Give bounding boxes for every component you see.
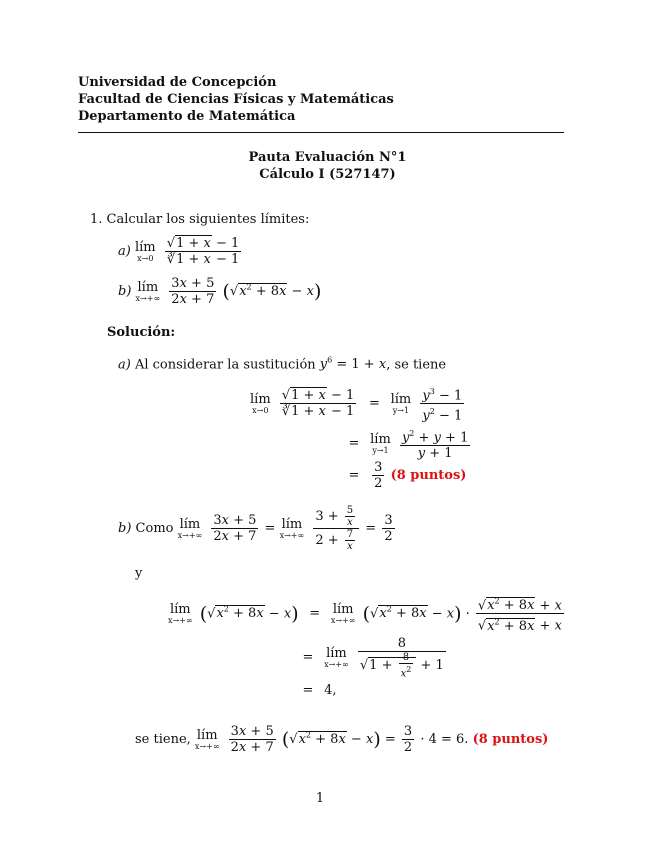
- substitution-text-end: , se tiene: [386, 357, 447, 373]
- label-a: a): [118, 357, 131, 373]
- substitution-text: Al considerar la sustitución: [134, 357, 316, 373]
- faculty-name: Facultad de Ciencias Físicas y Matemáticas: [78, 92, 394, 107]
- course-title: Cálculo I (527147): [259, 167, 396, 182]
- solution-a-line3: = $\frac{3}{2}$ (8 puntos): [348, 460, 467, 491]
- label-b: b): [118, 284, 132, 299]
- document-title: Pauta Evaluación N°1: [248, 150, 407, 165]
- limit-operator: lím x→+∞: [135, 279, 161, 303]
- page-number: 1: [315, 791, 325, 806]
- como-text: Como: [135, 521, 174, 536]
- problem-a: [118, 236, 243, 267]
- problem-1: [90, 212, 309, 227]
- problem-b: b) lím x→+∞ $\frac{3x + 5}{2x + 7}$ $(√x^2 + 8x - x)$: [118, 276, 322, 307]
- department-name: Departamento de Matemática: [78, 109, 296, 124]
- solution-b-line1: b) Como lím x→+∞ $\frac{3x + 5}{2x + 7}$ = lím x→+∞ 3 + $\frac{5}{x}$ 2 + $\frac{7}{x}$ = $\frac{3}{2}$: [118, 505, 393, 552]
- header-rule: [78, 132, 564, 133]
- points-a: (8 puntos): [390, 468, 467, 483]
- final-result: · 4 = 6.: [420, 732, 469, 747]
- limit-operator: lím x→0: [134, 239, 156, 263]
- solution-b-line4: = 4,: [302, 683, 337, 698]
- solution-b-line3: = lím x→+∞ 8 √1 + $\frac{8}{x^2}$ + 1: [302, 636, 444, 680]
- solution-a-intro: a) Al considerar la sustitución $y^6 = 1 + x$, se tiene: [118, 356, 447, 373]
- solution-b-line2: lím x→+∞ $(√x^2 + 8x - x)$ = lím x→+∞ $(√x^2 + 8x - x)$ · $\frac{√x^2 + 8x + x}{√x^2 + 8x + x}$: [168, 594, 566, 634]
- points-b: (8 puntos): [472, 732, 549, 747]
- fraction-b: $\frac{3x + 5}{2x + 7}$: [171, 276, 215, 307]
- se-tiene-text: se tiene,: [135, 732, 191, 747]
- label-b: b): [118, 521, 132, 536]
- solution-b-final: se tiene, lím x→+∞ $\frac{3x + 5}{2x + 7}$ $(√x^2 + 8x - x)$ = $\frac{3}{2}$ · 4 = 6. (8 puntos): [135, 724, 549, 755]
- university-name: Universidad de Concepción: [78, 75, 277, 90]
- y-connector: y: [135, 566, 143, 581]
- problem-statement: Calcular los siguientes límites:: [106, 212, 310, 227]
- fraction-a: $\frac{√1 + x - 1}{∛1 + x - 1}$: [166, 236, 240, 267]
- problem-number: 1.: [90, 212, 103, 227]
- solution-a-line2: = lím y→1 $\frac{y^2 + y + 1}{y + 1}$: [342, 426, 472, 461]
- solution-a-line1: lím x→0 $\frac{√1 + x - 1}{∛1 + x - 1}$ = lím y→1 $\frac{y^3 - 1}{y^2 - 1}$: [250, 384, 466, 424]
- solution-heading: Solución:: [107, 325, 176, 340]
- label-a: a): [118, 244, 131, 259]
